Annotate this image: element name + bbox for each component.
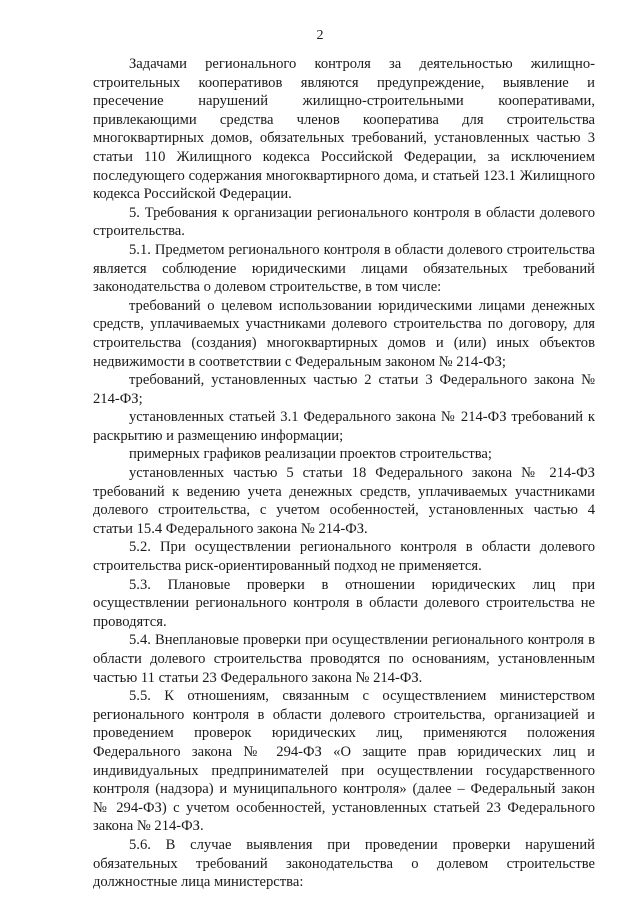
paragraph-5-2: 5.2. При осуществлении регионального контроля в области долевого строительства риск-ориентированный подход не применяется. [93, 539, 595, 575]
paragraph-5-6: 5.6. В случае выявления при проведении проверки нарушений обязательных требований законодательства о долевом строительстве должностные лица министерства: [93, 836, 595, 891]
list-item-target-use: требований о целевом использовании юридическими лицами денежных средств, уплачиваемых участниками долевого строительства по договору, для строительства (создания) многоквартирных домов и (или) иных объектов недвижимости в соответствии с Федеральным законом № 214-ФЗ; [93, 297, 595, 370]
paragraph-jsk-control-tasks: Задачами регионального контроля за деятельностью жилищно-строительных кооперативов являются предупреждение, выявление и пресечение нарушений жилищно-строительными кооперативами, привлекающими средства членов кооператива для строительства многоквартирных домов, обязательных требований, установленных частью 3 статьи 110 Жилищного кодекса Российской Федерации, за исключением последующего содержания многоквартирного дома, и статьей 123.1 Жилищного кодекса Российской Федерации. [93, 56, 595, 203]
section-5-heading: 5. Требования к организации регионального контроля в области долевого строительства. [93, 204, 595, 240]
paragraph-5-4: 5.4. Внеплановые проверки при осуществлении регионального контроля в области долевого строительства проводятся по основаниям, установленным частью 11 статьи 23 Федерального закона № 214-ФЗ. [93, 632, 595, 686]
list-item-schedules: примерных графиков реализации проектов строительства; [129, 446, 492, 463]
paragraph-5-5: 5.5. К отношениям, связанным с осуществлением министерством регионального контроля в области долевого строительства, организацией и проведением проверок юридических лиц, применяются положения Федерального закона № 294-ФЗ «О защите прав юридических лиц и индивидуальных предпринимателей при осуществлении государственного контроля (надзора) и муниципального контроля» (далее – Федеральный закон № 294-ФЗ) с учетом особенностей, установленных статьей 23 Федерального закона № 214-ФЗ. [93, 688, 595, 835]
list-item-disclosure: установленных статьей 3.1 Федерального закона № 214-ФЗ требований к раскрытию и размещению информации; [93, 409, 595, 444]
list-item-article-3: требований, установленных частью 2 статьи 3 Федерального закона № 214-ФЗ; [93, 372, 595, 407]
list-item-accounting: установленных частью 5 статьи 18 Федерального закона № 214-ФЗ требований к ведению учета денежных средств, уплачиваемых участниками долевого строительства, с учетом особенностей, установленных частью 4 статьи 15.4 Федерального закона № 214-ФЗ. [93, 465, 595, 537]
paragraph-5-1: 5.1. Предметом регионального контроля в области долевого строительства является соблюдение юридическими лицами обязательных требований законодательства о долевом строительстве, в том числе: [93, 241, 595, 296]
document-body [93, 55, 595, 892]
paragraph-5-3: 5.3. Плановые проверки в отношении юридических лиц при осуществлении регионального контроля в области долевого строительства не проводятся. [93, 576, 595, 630]
page-number: 2 [316, 28, 324, 43]
